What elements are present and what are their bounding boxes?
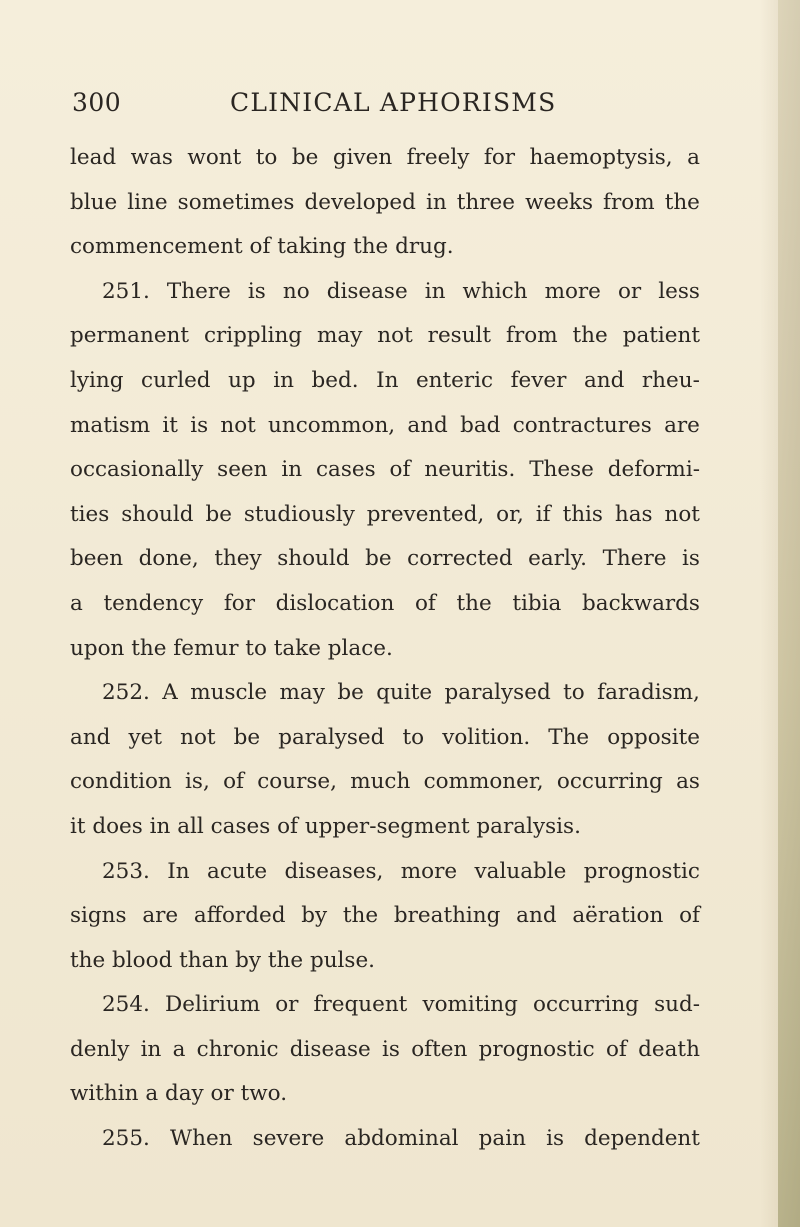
- word: wont: [187, 145, 242, 170]
- word: from: [603, 189, 655, 215]
- word: lying: [70, 367, 124, 393]
- word: opposite: [607, 724, 700, 750]
- word: breathing: [393, 903, 501, 929]
- word: not: [377, 323, 413, 349]
- word: it: [162, 412, 178, 438]
- page-edge-shadow: [778, 0, 800, 1227]
- word: valuable: [474, 858, 567, 884]
- word: dislocation: [275, 590, 395, 616]
- word: and: [583, 367, 625, 393]
- word: faradism,: [597, 680, 700, 706]
- text-line: [70, 136, 700, 181]
- word: up: [228, 367, 256, 393]
- word: should: [121, 501, 194, 527]
- word: uncommon,: [268, 412, 396, 438]
- text-line: [70, 404, 700, 449]
- word: death: [638, 1036, 700, 1062]
- word: to: [255, 145, 278, 170]
- word: 251.: [102, 278, 150, 304]
- word: sud-: [654, 992, 700, 1018]
- word: permanent: [70, 323, 190, 349]
- text-line: it does in all cases of upper-segment paralysis.: [70, 813, 581, 839]
- text-line: [70, 582, 700, 627]
- text-line: [70, 716, 700, 761]
- page-header: [72, 88, 692, 124]
- word: weeks: [525, 189, 593, 215]
- word: should: [277, 546, 350, 572]
- word: much: [350, 769, 411, 795]
- aphorism-252-start: [70, 671, 700, 716]
- word: course,: [257, 769, 337, 795]
- text-line: [70, 493, 700, 538]
- word: pain: [478, 1126, 526, 1152]
- word: of: [605, 1036, 627, 1062]
- word: 254.: [102, 992, 150, 1018]
- word: patient: [622, 323, 700, 349]
- word: signs: [70, 903, 127, 929]
- word: in: [140, 1036, 162, 1062]
- word: be: [233, 724, 261, 750]
- word: to: [402, 724, 425, 750]
- word: crippling: [203, 323, 303, 349]
- word: in: [281, 457, 303, 483]
- text-line: the blood than by the pulse.: [70, 947, 376, 973]
- word: aëration: [572, 903, 664, 929]
- word: more: [400, 858, 458, 884]
- word: not: [664, 501, 700, 527]
- word: done,: [138, 546, 199, 572]
- word: given: [332, 145, 393, 170]
- word: which: [462, 278, 528, 304]
- word: or: [617, 278, 642, 304]
- word: bed.: [311, 367, 359, 393]
- word: sometimes: [177, 189, 295, 215]
- word: disease: [326, 278, 408, 304]
- word: Delirium: [164, 992, 261, 1018]
- word: prognostic: [478, 1036, 595, 1062]
- word: commoner,: [423, 769, 544, 795]
- word: be: [205, 501, 232, 527]
- word: they: [214, 546, 262, 572]
- word: more: [544, 278, 601, 304]
- word: denly: [70, 1036, 130, 1062]
- word: muscle: [190, 680, 268, 706]
- text-line: [70, 537, 700, 582]
- word: There: [602, 546, 667, 572]
- word: or,: [496, 501, 524, 527]
- word: was: [130, 145, 173, 170]
- word: vomiting: [422, 992, 518, 1018]
- aphorism-251-start: [70, 270, 700, 315]
- text-line: within a day or two.: [70, 1081, 288, 1107]
- word: not: [220, 412, 256, 438]
- word: deformi-: [607, 457, 700, 483]
- word: the: [664, 189, 700, 215]
- word: occasionally: [70, 457, 204, 483]
- word: line: [127, 189, 168, 215]
- word: three: [456, 189, 515, 215]
- text-line: [70, 181, 700, 226]
- word: the: [342, 903, 379, 929]
- word: in: [425, 189, 447, 215]
- word: condition: [70, 769, 172, 795]
- word: acute: [207, 858, 268, 884]
- word: In: [376, 367, 399, 393]
- word: occurring: [533, 992, 639, 1018]
- word: developed: [304, 189, 416, 215]
- word: disease: [289, 1036, 371, 1062]
- word: lead: [70, 145, 117, 170]
- text-line: [70, 448, 700, 493]
- text-line: upon the femur to take place.: [70, 635, 393, 661]
- word: this: [562, 501, 603, 527]
- word: 252.: [102, 680, 150, 706]
- word: abdominal: [344, 1126, 459, 1152]
- word: may: [279, 680, 325, 706]
- word: bad: [460, 412, 501, 438]
- text-line: [70, 359, 700, 404]
- word: the: [572, 323, 608, 349]
- word: occurring: [556, 769, 663, 795]
- text-line: [70, 760, 700, 805]
- word: yet: [128, 724, 163, 750]
- word: ties: [70, 501, 110, 527]
- word: prognostic: [583, 858, 700, 884]
- word: cases: [316, 457, 376, 483]
- aphorism-255-start: [70, 1117, 700, 1162]
- word: When: [170, 1126, 233, 1152]
- word: fever: [510, 367, 567, 393]
- word: dependent: [584, 1126, 700, 1152]
- word: severe: [252, 1126, 325, 1152]
- running-head: CLINICAL APHORISMS: [230, 88, 557, 117]
- word: neuritis.: [424, 457, 516, 483]
- body-text: [70, 136, 700, 1162]
- word: 253.: [102, 858, 150, 884]
- word: not: [180, 724, 216, 750]
- word: of: [389, 457, 411, 483]
- word: is: [382, 1036, 400, 1062]
- word: a: [70, 590, 83, 616]
- word: paralysed: [444, 680, 551, 706]
- word: early.: [528, 546, 587, 572]
- word: is: [190, 412, 209, 438]
- word: paralysed: [278, 724, 385, 750]
- word: There: [166, 278, 231, 304]
- word: afforded: [193, 903, 286, 929]
- word: is: [682, 546, 700, 572]
- word: of: [414, 590, 436, 616]
- word: quite: [376, 680, 433, 706]
- word: as: [676, 769, 700, 795]
- word: and: [407, 412, 448, 438]
- word: by: [301, 903, 328, 929]
- word: A: [162, 680, 178, 706]
- text-line: [70, 894, 700, 939]
- word: less: [658, 278, 700, 304]
- word: chronic: [196, 1036, 279, 1062]
- word: contractures: [512, 412, 652, 438]
- text-line: [70, 314, 700, 359]
- text-line: commencement of taking the drug.: [70, 234, 454, 260]
- word: The: [548, 724, 590, 750]
- word: be: [337, 680, 364, 706]
- word: is,: [185, 769, 210, 795]
- word: studiously: [243, 501, 355, 527]
- page-number: 300: [72, 88, 122, 117]
- word: the: [456, 590, 492, 616]
- word: for: [223, 590, 256, 616]
- word: from: [506, 323, 558, 349]
- word: haemoptysis,: [529, 145, 673, 170]
- word: enteric: [415, 367, 494, 393]
- word: In: [167, 858, 190, 884]
- text-line: [70, 1028, 700, 1073]
- word: to: [563, 680, 585, 706]
- word: of: [223, 769, 244, 795]
- word: has: [614, 501, 653, 527]
- aphorism-253-start: [70, 850, 700, 895]
- word: be: [365, 546, 392, 572]
- word: result: [427, 323, 492, 349]
- word: or: [275, 992, 299, 1018]
- word: blue: [70, 189, 118, 215]
- word: prevented,: [366, 501, 485, 527]
- word: often: [411, 1036, 468, 1062]
- word: in: [273, 367, 294, 393]
- word: no: [282, 278, 310, 304]
- word: a: [687, 145, 700, 170]
- word: frequent: [313, 992, 408, 1018]
- word: may: [317, 323, 363, 349]
- word: and: [516, 903, 557, 929]
- word: tibia: [512, 590, 562, 616]
- word: are: [142, 903, 179, 929]
- word: seen: [217, 457, 268, 483]
- word: be: [291, 145, 319, 170]
- word: backwards: [582, 590, 700, 616]
- word: been: [70, 546, 124, 572]
- word: curled: [141, 367, 211, 393]
- word: is: [247, 278, 266, 304]
- word: corrected: [407, 546, 513, 572]
- word: rheu-: [641, 367, 700, 393]
- word: are: [664, 412, 700, 438]
- word: volition.: [442, 724, 531, 750]
- word: diseases,: [284, 858, 384, 884]
- word: of: [679, 903, 700, 929]
- word: for: [483, 145, 516, 170]
- word: tendency: [103, 590, 204, 616]
- word: These: [529, 457, 594, 483]
- aphorism-254-start: [70, 983, 700, 1028]
- word: matism: [70, 412, 151, 438]
- word: is: [546, 1126, 564, 1152]
- word: if: [535, 501, 551, 527]
- word: 255.: [102, 1126, 150, 1152]
- word: a: [172, 1036, 186, 1062]
- word: and: [70, 724, 111, 750]
- word: in: [424, 278, 446, 304]
- word: freely: [406, 145, 470, 170]
